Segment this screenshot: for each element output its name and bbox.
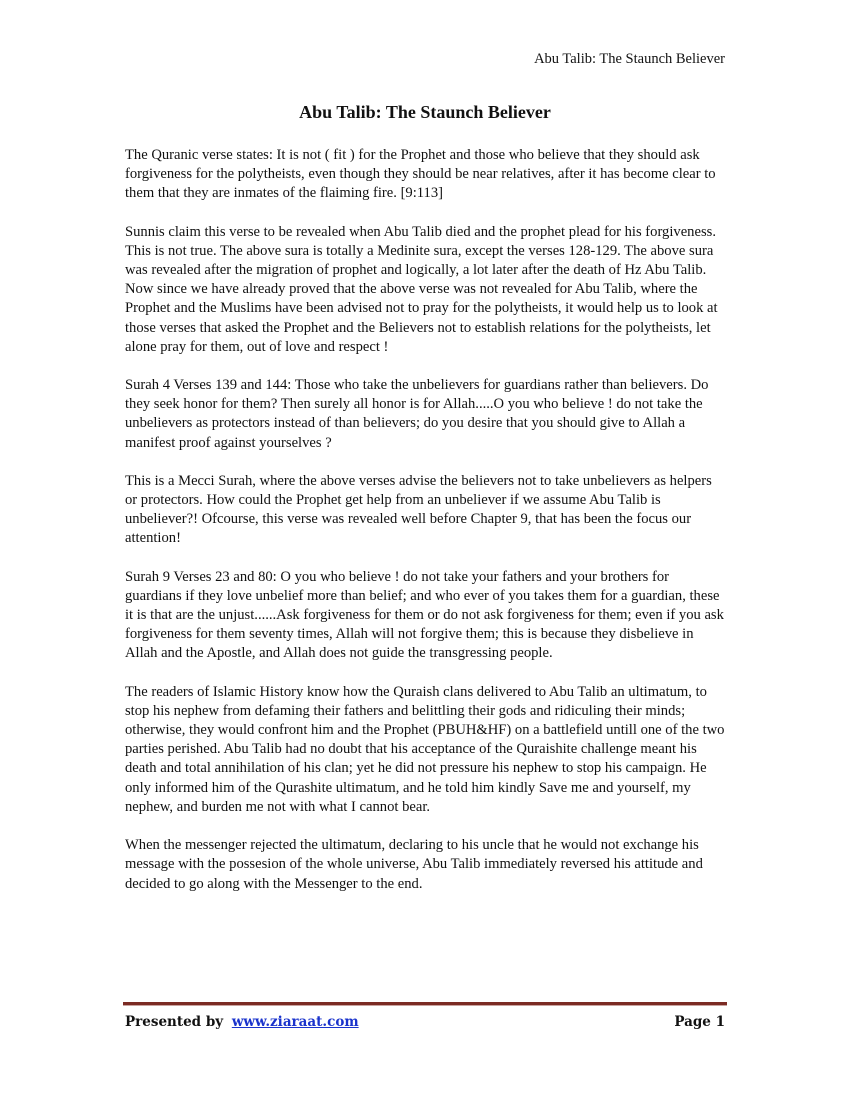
footer-credit	[125, 1012, 359, 1032]
page-number: Page 1	[674, 1014, 725, 1030]
paragraph: This is a Mecci Surah, where the above verses advise the believers not to take unbelievers as helpers or protectors. How could the Prophet get help from an unbeliever if we assume Abu Talib is unbeliever?! Ofcourse, this verse was revealed well before Chapter 9, that has been the focus our attention!	[125, 472, 712, 547]
paragraph: When the messenger rejected the ultimatum, declaring to his uncle that he would not exchange his message with the possesion of the whole universe, Abu Talib immediately reversed his attitude and decided to go along with the Messenger to the end.	[125, 837, 703, 892]
paragraph: Surah 9 Verses 23 and 80: O you who believe ! do not take your fathers and your brothers for guardians if they love unbelief more than belief; and who ever of you takes them for a guardian, these it is that are the unjust......Ask forgiveness for them or do not ask forgiveness for them; even if you ask forgiveness for them seventy times, Allah will not forgive them; this is because they disbelieve in Allah and the Apostle, and Allah does not guide the transgressing people.	[125, 568, 724, 662]
paragraph: The readers of Islamic History know how the Quraish clans delivered to Abu Talib an ultimatum, to stop his nephew from defaming their fathers and belittling their gods and ridiculing their minds; otherwise, they would confront him and the Prophet (PBUH&HF) on a battlefield untill one of the two parties perished. Abu Talib had no doubt that his acceptance of the Quraishite challenge meant his death and total annihilation of his clan; yet he did not pressure his nephew to stop his campaign. He only informed him of the Qurashite ultimatum, and he told him kindly Save me and yourself, my nephew, and burden me not with what I cannot bear.	[125, 683, 725, 815]
paragraph: Sunnis claim this verse to be revealed when Abu Talib died and the prophet plead for his forgiveness. This is not true. The above sura is totally a Medinite sura, except the verses 128-129. The above sura was revealed after the migration of prophet and logically, a lot later after the death of Hz Abu Talib. Now since we have already proved that the above verse was not revealed for Abu Talib, where the Prophet and the Muslims have been advised not to pray for the polytheists, it would help us to look at those verses that asked the Prophet and the Believers not to establish relations for the polytheists, let alone pray for them, out of love and respect !	[125, 223, 718, 355]
document-body	[125, 146, 727, 913]
presented-by-label: Presented by	[125, 1014, 224, 1030]
paragraph: Surah 4 Verses 139 and 144: Those who take the unbelievers for guardians rather than believers. Do they seek honor for them? Then surely all honor is for Allah.....O you who believe ! do not take the unbelievers as protectors instead of than believers; do you desire that you should give to Allah a manifest proof against yourselves ?	[125, 377, 709, 451]
website-link[interactable]: www.ziaraat.com	[231, 1014, 359, 1030]
paragraph: The Quranic verse states: It is not ( fit ) for the Prophet and those who believe that they should ask forgiveness for the polytheists, even though they should be near relatives, after it has become clear to them that they are inmates of the flaiming fire. [9:113]	[125, 147, 716, 202]
document-title: Abu Talib: The Staunch Believer	[299, 102, 551, 122]
running-header: Abu Talib: The Staunch Believer	[534, 51, 725, 67]
footer-divider	[123, 1002, 727, 1006]
